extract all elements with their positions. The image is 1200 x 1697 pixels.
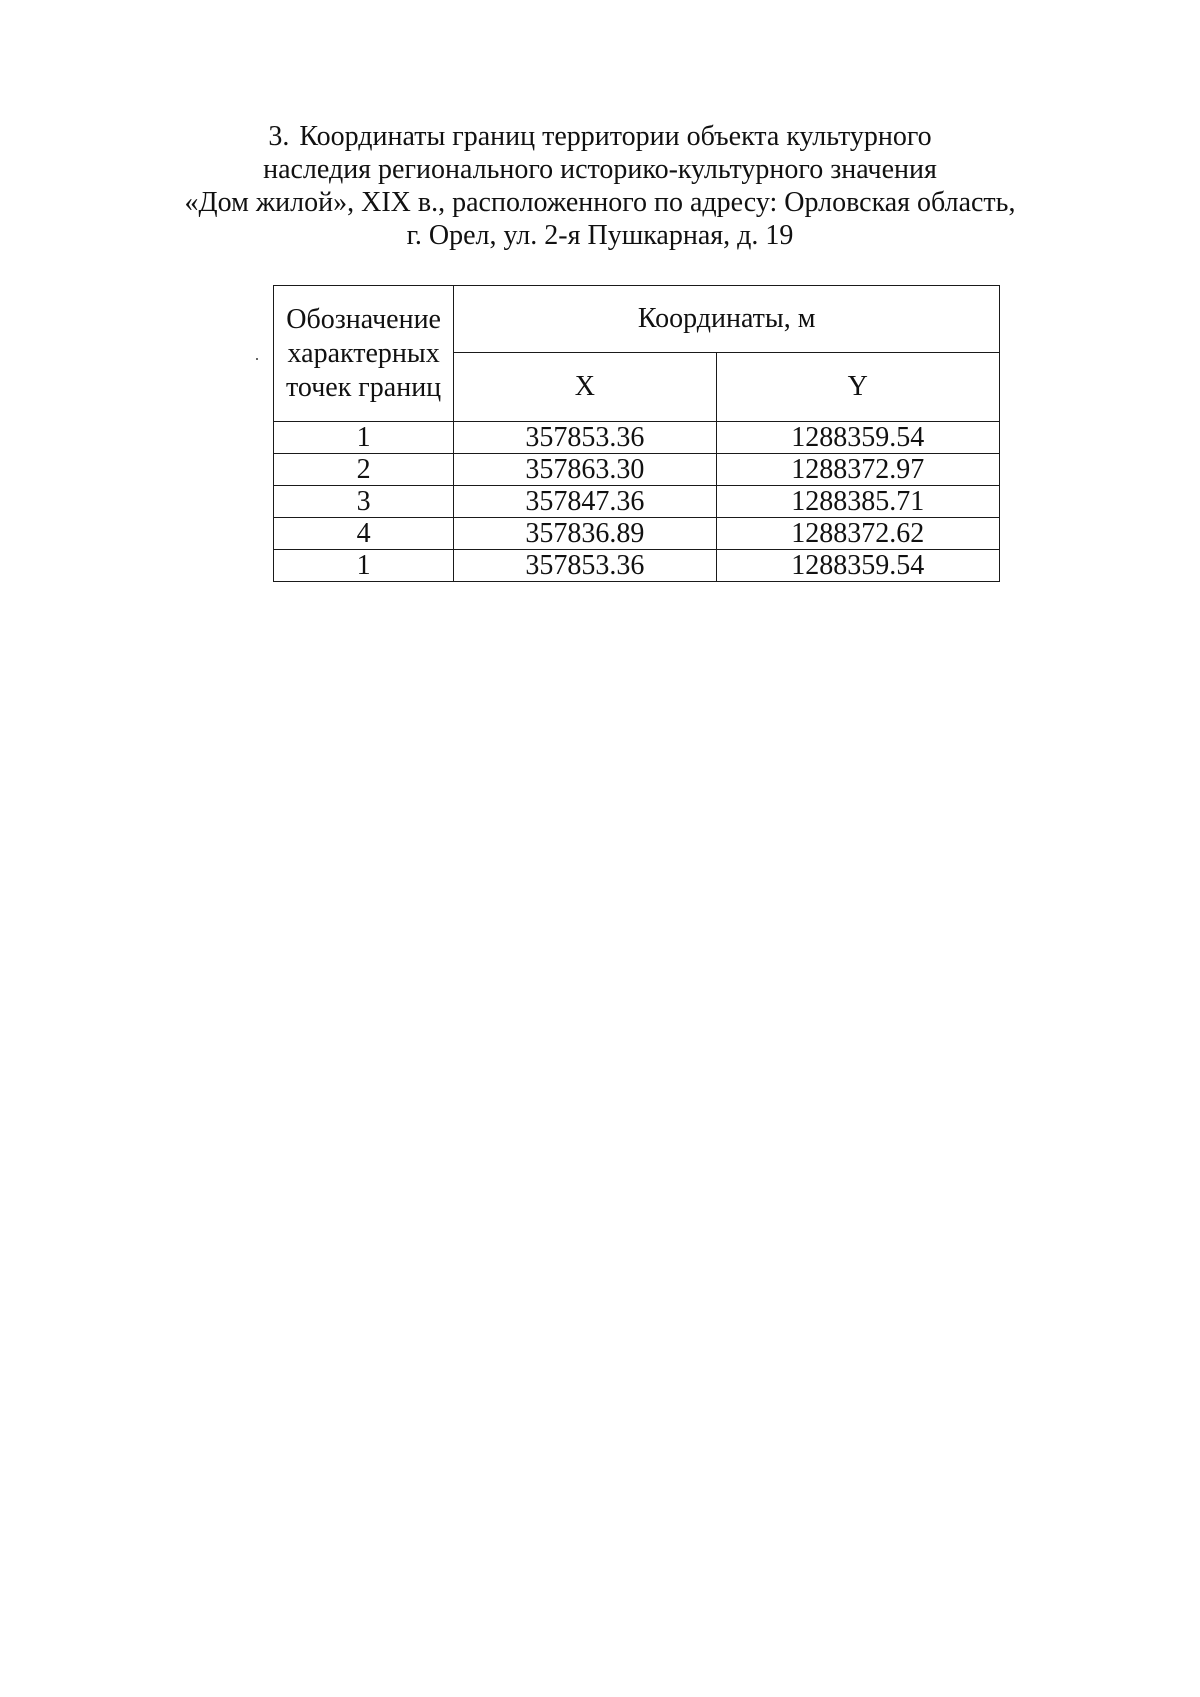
heading-line-1-text: Координаты границ территории объекта культурного: [299, 121, 932, 152]
y-cell: 1288385.71: [716, 486, 999, 518]
point-cell: 2: [274, 454, 454, 486]
x-cell: 357863.30: [454, 454, 716, 486]
header-point-designation: Обозначение характерных точек границ: [274, 286, 454, 422]
point-cell: 1: [274, 550, 454, 582]
coordinates-table: [273, 285, 1000, 582]
x-cell: 357853.36: [454, 422, 716, 454]
section-number: 3.: [268, 121, 290, 152]
y-cell: 1288372.97: [716, 454, 999, 486]
table-row: [274, 550, 1000, 582]
table-row: [274, 486, 1000, 518]
header-y: Y: [716, 353, 999, 422]
point-cell: 1: [274, 422, 454, 454]
header-x: X: [454, 353, 716, 422]
heading-line-1: [100, 120, 1100, 153]
heading-line-4: г. Орел, ул. 2-я Пушкарная, д. 19: [406, 220, 794, 251]
point-cell: 3: [274, 486, 454, 518]
table-row: [274, 518, 1000, 550]
y-cell: 1288372.62: [716, 518, 999, 550]
x-cell: 357853.36: [454, 550, 716, 582]
scan-speck: [256, 358, 258, 360]
y-cell: 1288359.54: [716, 550, 999, 582]
table-row: [274, 454, 1000, 486]
document-heading: [100, 120, 1100, 252]
table-row: [274, 422, 1000, 454]
header-coordinates: Координаты, м: [454, 286, 1000, 353]
heading-line-2: наследия регионального историко-культурного значения: [263, 154, 937, 185]
y-cell: 1288359.54: [716, 422, 999, 454]
heading-line-3: «Дом жилой», XIX в., расположенного по адресу: Орловская область,: [184, 187, 1016, 218]
x-cell: 357836.89: [454, 518, 716, 550]
point-cell: 4: [274, 518, 454, 550]
x-cell: 357847.36: [454, 486, 716, 518]
